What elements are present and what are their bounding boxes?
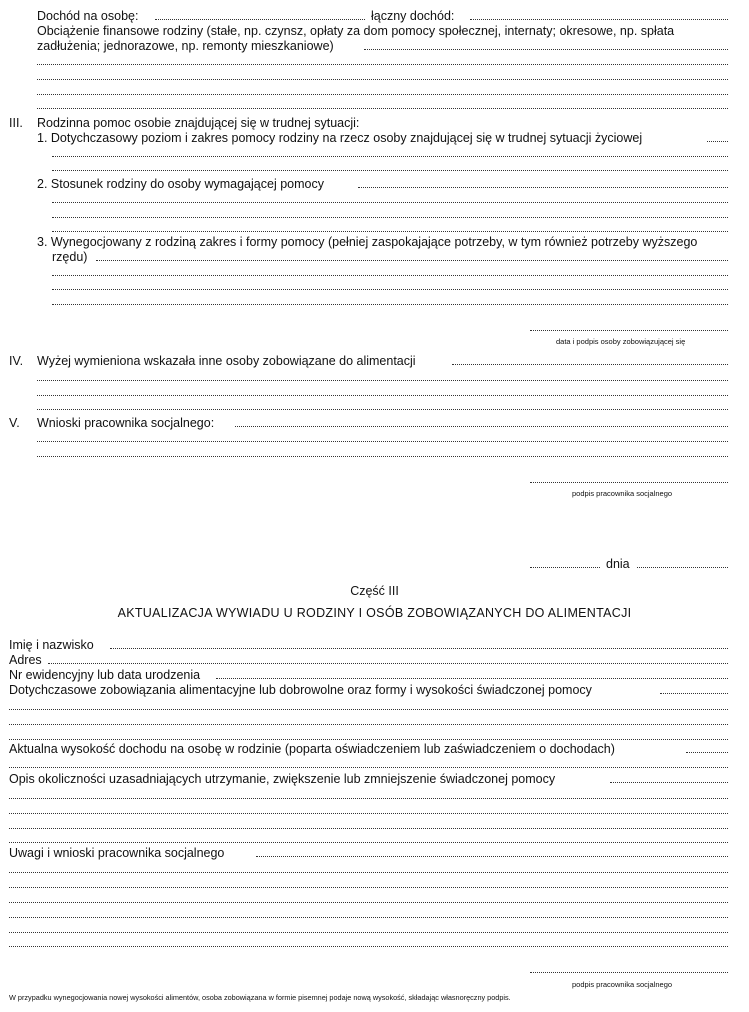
remarks-line[interactable]	[9, 885, 728, 888]
id-number-label: Nr ewidencyjny lub data urodzenia	[9, 668, 201, 682]
section3-item3-field[interactable]	[96, 258, 728, 261]
total-income-label: łączny dochód:	[371, 9, 455, 23]
section4-line[interactable]	[37, 378, 728, 381]
remarks-label: Uwagi i wnioski pracownika socjalnego	[9, 846, 225, 860]
previous-obligations-line[interactable]	[9, 707, 728, 710]
circumstances-field[interactable]	[610, 780, 728, 783]
financial-burden-line[interactable]	[37, 77, 728, 80]
remarks-line[interactable]	[9, 870, 728, 873]
name-label: Imię i nazwisko	[9, 638, 94, 652]
income-per-person-label: Dochód na osobę:	[37, 9, 139, 23]
social-worker-signature-field[interactable]	[530, 480, 728, 483]
section4-line[interactable]	[37, 407, 728, 410]
financial-burden-label-line1: Obciążenie finansowe rodziny (stałe, np. czynsz, opłaty za dom pomocy społecznej, internaty; okresowe, np. spłata	[37, 24, 675, 38]
address-label: Adres	[9, 653, 42, 667]
section3-numeral: III.	[9, 116, 23, 130]
section3-item3-label-line2: rzędu)	[52, 250, 88, 264]
section3-item3-line[interactable]	[52, 302, 728, 305]
section5-numeral: V.	[9, 416, 20, 430]
circumstances-line[interactable]	[9, 826, 728, 829]
section5-line[interactable]	[37, 439, 728, 442]
date-field[interactable]	[637, 565, 728, 568]
circumstances-label: Opis okoliczności uzasadniających utrzymanie, zwiększenie lub zmniejszenie świadczonej pomocy	[9, 772, 556, 786]
previous-obligations-line[interactable]	[9, 722, 728, 725]
section3-item1-field[interactable]	[707, 139, 728, 142]
section3-item3-line[interactable]	[52, 273, 728, 276]
circumstances-line[interactable]	[9, 796, 728, 799]
remarks-line[interactable]	[9, 930, 728, 933]
section5-title: Wnioski pracownika socjalnego:	[37, 416, 215, 430]
previous-obligations-line[interactable]	[9, 737, 728, 740]
section3-item3-line[interactable]	[52, 287, 728, 290]
final-signature-field[interactable]	[530, 970, 728, 973]
circumstances-line[interactable]	[9, 811, 728, 814]
id-number-field[interactable]	[216, 676, 728, 679]
final-signature-caption: podpis pracownika socjalnego	[572, 980, 673, 989]
section3-item1-line[interactable]	[52, 168, 728, 171]
section5-line[interactable]	[37, 454, 728, 457]
part3-heading: AKTUALIZACJA WYWIADU U RODZINY I OSÓB ZOBOWIĄZANYCH DO ALIMENTACJI	[117, 606, 632, 620]
previous-obligations-label: Dotychczasowe zobowiązania alimentacyjne lub dobrowolne oraz formy i wysokości świadczonej pomocy	[9, 683, 592, 697]
financial-burden-line[interactable]	[37, 62, 728, 65]
income-per-person-field[interactable]	[155, 17, 365, 20]
name-field[interactable]	[110, 646, 728, 649]
financial-burden-line[interactable]	[37, 92, 728, 95]
current-income-label: Aktualna wysokość dochodu na osobę w rodzinie (poparta oświadczeniem lub zaświadczeniem o dochodach)	[9, 742, 615, 756]
previous-obligations-field[interactable]	[660, 691, 728, 694]
current-income-field[interactable]	[686, 750, 728, 753]
part3-label: Część III	[350, 584, 399, 598]
section4-line[interactable]	[37, 393, 728, 396]
obligor-signature-field[interactable]	[530, 328, 728, 331]
remarks-line[interactable]	[9, 915, 728, 918]
financial-burden-label-line2: zadłużenia; jednorazowe, np. remonty mieszkaniowe)	[37, 39, 334, 53]
address-field[interactable]	[48, 661, 728, 664]
section3-item1-line[interactable]	[52, 154, 728, 157]
footnote: W przypadku wynegocjowania nowej wysokości alimentów, osoba zobowiązana w formie pisemnej podaje nową wysokość, składając własnoręczny podpis.	[9, 993, 511, 1002]
section3-item2-line[interactable]	[52, 229, 728, 232]
section3-item2-field[interactable]	[358, 185, 728, 188]
remarks-line[interactable]	[9, 944, 728, 947]
current-income-line[interactable]	[9, 765, 728, 768]
section4-field[interactable]	[452, 362, 728, 365]
circumstances-line[interactable]	[9, 840, 728, 843]
section3-title: Rodzinna pomoc osobie znajdującej się w trudnej sytuacji:	[37, 116, 360, 130]
remarks-line[interactable]	[9, 900, 728, 903]
financial-burden-field[interactable]	[364, 47, 728, 50]
total-income-field[interactable]	[470, 17, 728, 20]
section3-item1-label: 1. Dotychczasowy poziom i zakres pomocy rodziny na rzecz osoby znajdującej się w trudnej sytuacji życiowej	[37, 131, 643, 145]
obligor-signature-caption: data i podpis osoby zobowiązującej się	[556, 337, 686, 346]
social-worker-signature-caption: podpis pracownika socjalnego	[572, 489, 673, 498]
section3-item2-label: 2. Stosunek rodziny do osoby wymagającej pomocy	[37, 177, 324, 191]
section3-item3-label-line1: 3. Wynegocjowany z rodziną zakres i formy pomocy (pełniej zaspokajające potrzeby, w tym również potrzeby wyższego	[37, 235, 698, 249]
section4-numeral: IV.	[9, 354, 24, 368]
section4-title: Wyżej wymieniona wskazała inne osoby zobowiązane do alimentacji	[37, 354, 416, 368]
financial-burden-line[interactable]	[37, 106, 728, 109]
place-field[interactable]	[530, 565, 600, 568]
remarks-field[interactable]	[256, 854, 728, 857]
section3-item2-line[interactable]	[52, 215, 728, 218]
section3-item2-line[interactable]	[52, 200, 728, 203]
date-label: dnia	[606, 557, 630, 571]
section5-field[interactable]	[235, 424, 728, 427]
